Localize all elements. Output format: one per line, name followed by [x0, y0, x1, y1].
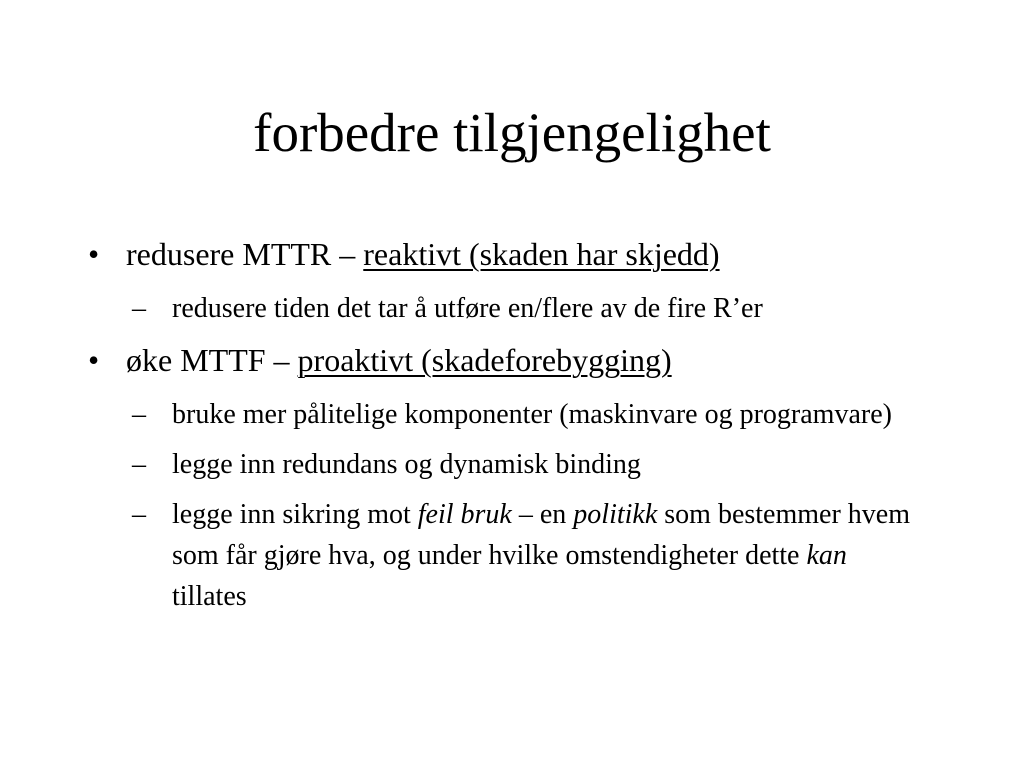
italic-term: kan [806, 540, 847, 571]
sub-bullet-item [132, 444, 928, 485]
sub-bullet-text: legge inn redundans og dynamisk binding [172, 449, 641, 480]
sub-bullet-text: tillates [172, 581, 247, 612]
sub-bullet-text: – en [518, 499, 567, 530]
dash-icon: – [132, 499, 146, 530]
bullet-text: øke MTTF – [126, 342, 290, 378]
sub-bullet-item [132, 288, 928, 329]
bullet-item [88, 338, 928, 382]
slide-title: forbedre tilgjengelighet [253, 102, 771, 163]
italic-term: politikk [573, 499, 658, 530]
sub-bullet-text: som bestemmer hvem som får gjøre hva, og under hvilke omstendigheter dette [172, 499, 911, 571]
dash-icon: – [132, 449, 146, 480]
bullet-text: redusere MTTR – [126, 236, 356, 272]
sub-bullet-item [132, 394, 928, 435]
sub-bullet-text: legge inn sikring mot [172, 499, 411, 530]
sub-bullet-item [132, 494, 928, 617]
bullet-item [88, 232, 928, 276]
underlined-phrase: reaktivt (skaden har skjedd) [363, 236, 720, 272]
bullet-icon: • [88, 236, 100, 272]
slide-body [88, 232, 928, 626]
sub-bullet-text: redusere tiden det tar å utføre en/flere av de fire R’er [172, 293, 763, 324]
underlined-phrase: proaktivt (skadeforebygging) [297, 342, 672, 378]
italic-term: feil bruk [417, 499, 512, 530]
dash-icon: – [132, 293, 146, 324]
bullet-icon: • [88, 342, 100, 378]
dash-icon: – [132, 399, 146, 430]
sub-bullet-text: bruke mer pålitelige komponenter (maskinvare og programvare) [172, 399, 892, 430]
